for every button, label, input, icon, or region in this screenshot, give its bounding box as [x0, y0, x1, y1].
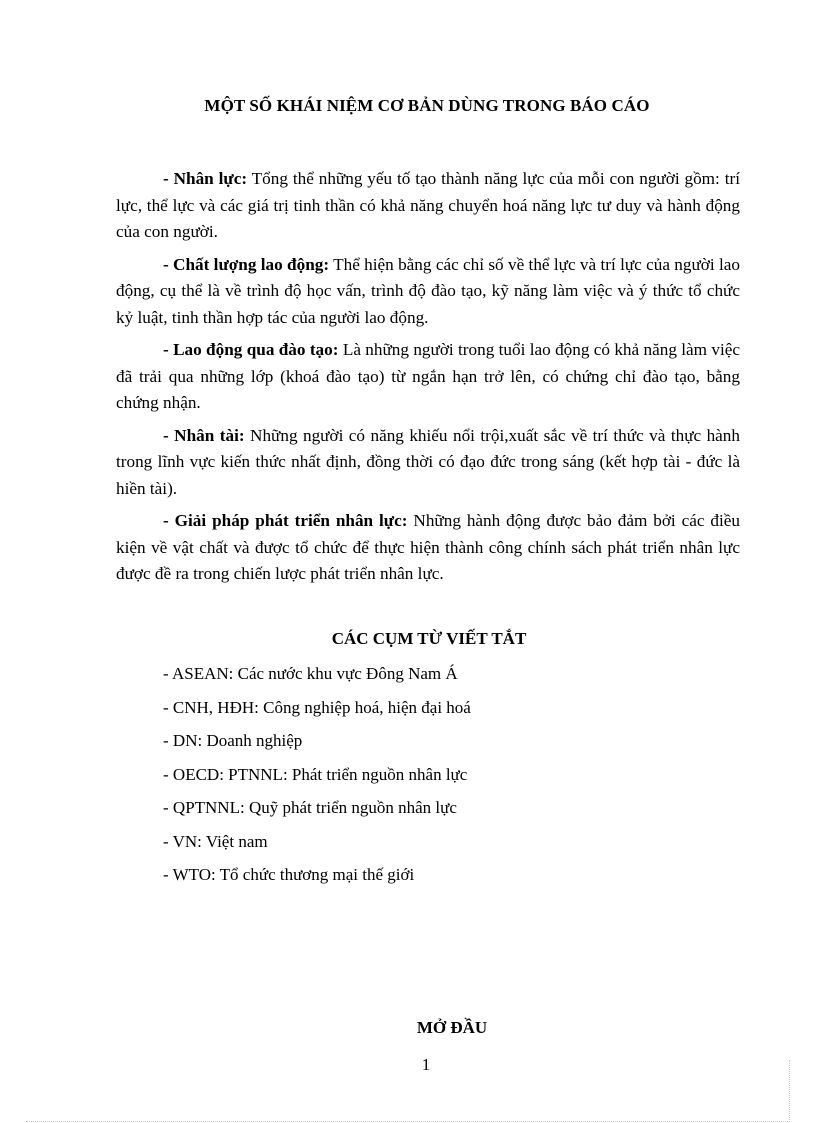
abbreviations-list: [163, 662, 471, 897]
abbreviation-item: - WTO: Tổ chức thương mại thế giới: [163, 865, 415, 884]
definition-text: Thể hiện bằng các chỉ số về thể lực và trí lực của người lao động, cụ thể là về trình độ học vấn, trình độ đào tạo, kỹ năng làm việc và ý thức tổ chức kỷ luật, tinh thần hợp tác của người lao động.: [116, 254, 741, 327]
definition-paragraph: [116, 252, 740, 332]
abbreviation-item: - VN: Việt nam: [163, 831, 268, 851]
abbreviation-item: - CNH, HĐH: Công nghiệp hoá, hiện đại hoá: [163, 697, 471, 717]
definition-term: - Lao động qua đào tạo:: [163, 340, 339, 359]
definition-paragraph: [116, 166, 740, 246]
definition-text: Là những người trong tuổi lao động có khả năng làm việc đã trải qua những lớp (khoá đào tạo) từ ngắn hạn trở lên, có chứng chỉ đào tạo, bằng chứng nhận.: [116, 340, 740, 412]
page-bottom-border: [26, 1121, 790, 1122]
definition-term: - Nhân lực:: [163, 169, 248, 188]
definition-term: - Giải pháp phát triển nhân lực:: [163, 511, 408, 530]
definition-paragraph: [116, 508, 740, 588]
definition-term: - Chất lượng lao động:: [163, 254, 330, 274]
page-number: 1: [421, 1055, 431, 1074]
abbreviation-item: - DN: Doanh nghiệp: [163, 731, 303, 750]
definition-term: - Nhân tài:: [163, 425, 245, 445]
page-right-border: [789, 1060, 790, 1122]
page-title: MỘT SỐ KHÁI NIỆM CƠ BẢN DÙNG TRONG BÁO CÁO: [204, 96, 650, 115]
definition-paragraph: [116, 337, 740, 417]
definition-text: Những hành động được bảo đảm bởi các điều kiện về vật chất và được tổ chức để thực hiện thành công chính sách phát triển nhân lực được đề ra trong chiến lược phát triển nhân lực.: [116, 511, 740, 583]
abbreviation-item: - OECD: PTNNL: Phát triển nguồn nhân lực: [163, 764, 468, 784]
abbreviation-item: - QPTNNL: Quỹ phát triển nguồn nhân lực: [163, 798, 457, 817]
abbreviation-item: - ASEAN: Các nước khu vực Đông Nam Á: [163, 664, 458, 683]
definition-paragraph: [116, 423, 740, 503]
definition-text: Những người có năng khiếu nổi trội,xuất sắc về trí thức và thực hành trong lĩnh vực kiến thức nhất định, đồng thời có đạo đức trong sáng (kết hợp tài - đức là hiền tài).: [116, 425, 740, 498]
intro-heading: MỞ ĐẦU: [416, 1018, 488, 1037]
definition-text: Tổng thể những yếu tố tạo thành năng lực của mỗi con người gồm: trí lực, thể lực và các giá trị tinh thần có khả năng chuyển hoá năng lực tư duy và hành động của con người.: [116, 169, 740, 241]
abbreviations-title: CÁC CỤM TỪ VIẾT TẮT: [331, 629, 527, 648]
definitions-section: [116, 166, 740, 594]
